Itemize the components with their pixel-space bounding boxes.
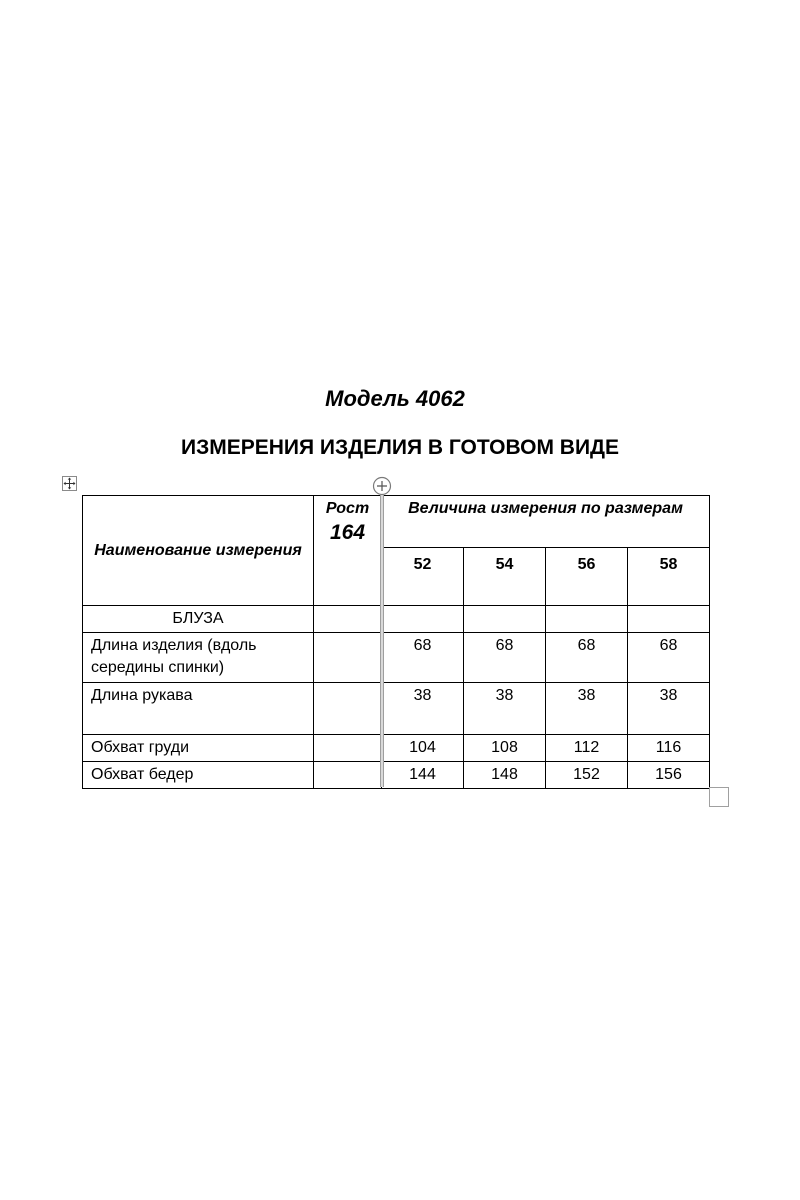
size-cell: 52 bbox=[382, 548, 464, 606]
value-cell: 156 bbox=[628, 762, 710, 789]
value-cell: 38 bbox=[464, 683, 546, 735]
header-height-label: Рост bbox=[325, 500, 370, 517]
value-cell: 148 bbox=[464, 762, 546, 789]
row-name-cell: Длина рукава bbox=[83, 683, 314, 735]
table-row bbox=[83, 735, 710, 762]
empty-cell bbox=[464, 606, 546, 633]
value-cell: 68 bbox=[464, 633, 546, 683]
header-sizes-cell: Величина измерения по размерам bbox=[382, 496, 710, 548]
table-resize-handle[interactable] bbox=[709, 787, 729, 807]
size-cell: 58 bbox=[628, 548, 710, 606]
table-move-handle-icon[interactable] bbox=[62, 476, 77, 491]
value-cell: 112 bbox=[546, 735, 628, 762]
row-name-cell: Обхват груди bbox=[83, 735, 314, 762]
value-cell: 104 bbox=[382, 735, 464, 762]
header-height-value: 164 bbox=[329, 521, 366, 544]
value-cell: 152 bbox=[546, 762, 628, 789]
model-title-text: Модель 4062 bbox=[325, 386, 465, 411]
table-row bbox=[83, 683, 710, 735]
value-cell: 38 bbox=[628, 683, 710, 735]
header-height-cell bbox=[314, 496, 382, 606]
height-value-cell bbox=[314, 735, 382, 762]
insert-column-plus-icon[interactable] bbox=[372, 476, 392, 496]
value-cell: 38 bbox=[546, 683, 628, 735]
section-label-cell: БЛУЗА bbox=[83, 606, 314, 633]
empty-cell bbox=[314, 606, 382, 633]
size-cell: 56 bbox=[546, 548, 628, 606]
model-title bbox=[0, 386, 800, 412]
measurements-table bbox=[82, 495, 710, 789]
empty-cell bbox=[546, 606, 628, 633]
document-title: ИЗМЕРЕНИЯ ИЗДЕЛИЯ В ГОТОВОМ ВИДЕ bbox=[180, 436, 620, 459]
header-row bbox=[83, 496, 710, 548]
table-row bbox=[83, 762, 710, 789]
empty-cell bbox=[628, 606, 710, 633]
row-name-cell: Обхват бедер bbox=[83, 762, 314, 789]
size-cell: 54 bbox=[464, 548, 546, 606]
height-value-cell bbox=[314, 762, 382, 789]
value-cell: 68 bbox=[546, 633, 628, 683]
section-row bbox=[83, 606, 710, 633]
height-value-cell bbox=[314, 633, 382, 683]
header-name-cell: Наименование измерения bbox=[83, 496, 314, 606]
value-cell: 116 bbox=[628, 735, 710, 762]
empty-cell bbox=[382, 606, 464, 633]
height-value-cell bbox=[314, 683, 382, 735]
value-cell: 144 bbox=[382, 762, 464, 789]
column-resize-guide[interactable] bbox=[380, 495, 384, 787]
table-row bbox=[83, 633, 710, 683]
value-cell: 108 bbox=[464, 735, 546, 762]
value-cell: 68 bbox=[628, 633, 710, 683]
value-cell: 68 bbox=[382, 633, 464, 683]
row-name-cell: Длина изделия (вдоль середины спинки) bbox=[83, 633, 314, 683]
value-cell: 38 bbox=[382, 683, 464, 735]
